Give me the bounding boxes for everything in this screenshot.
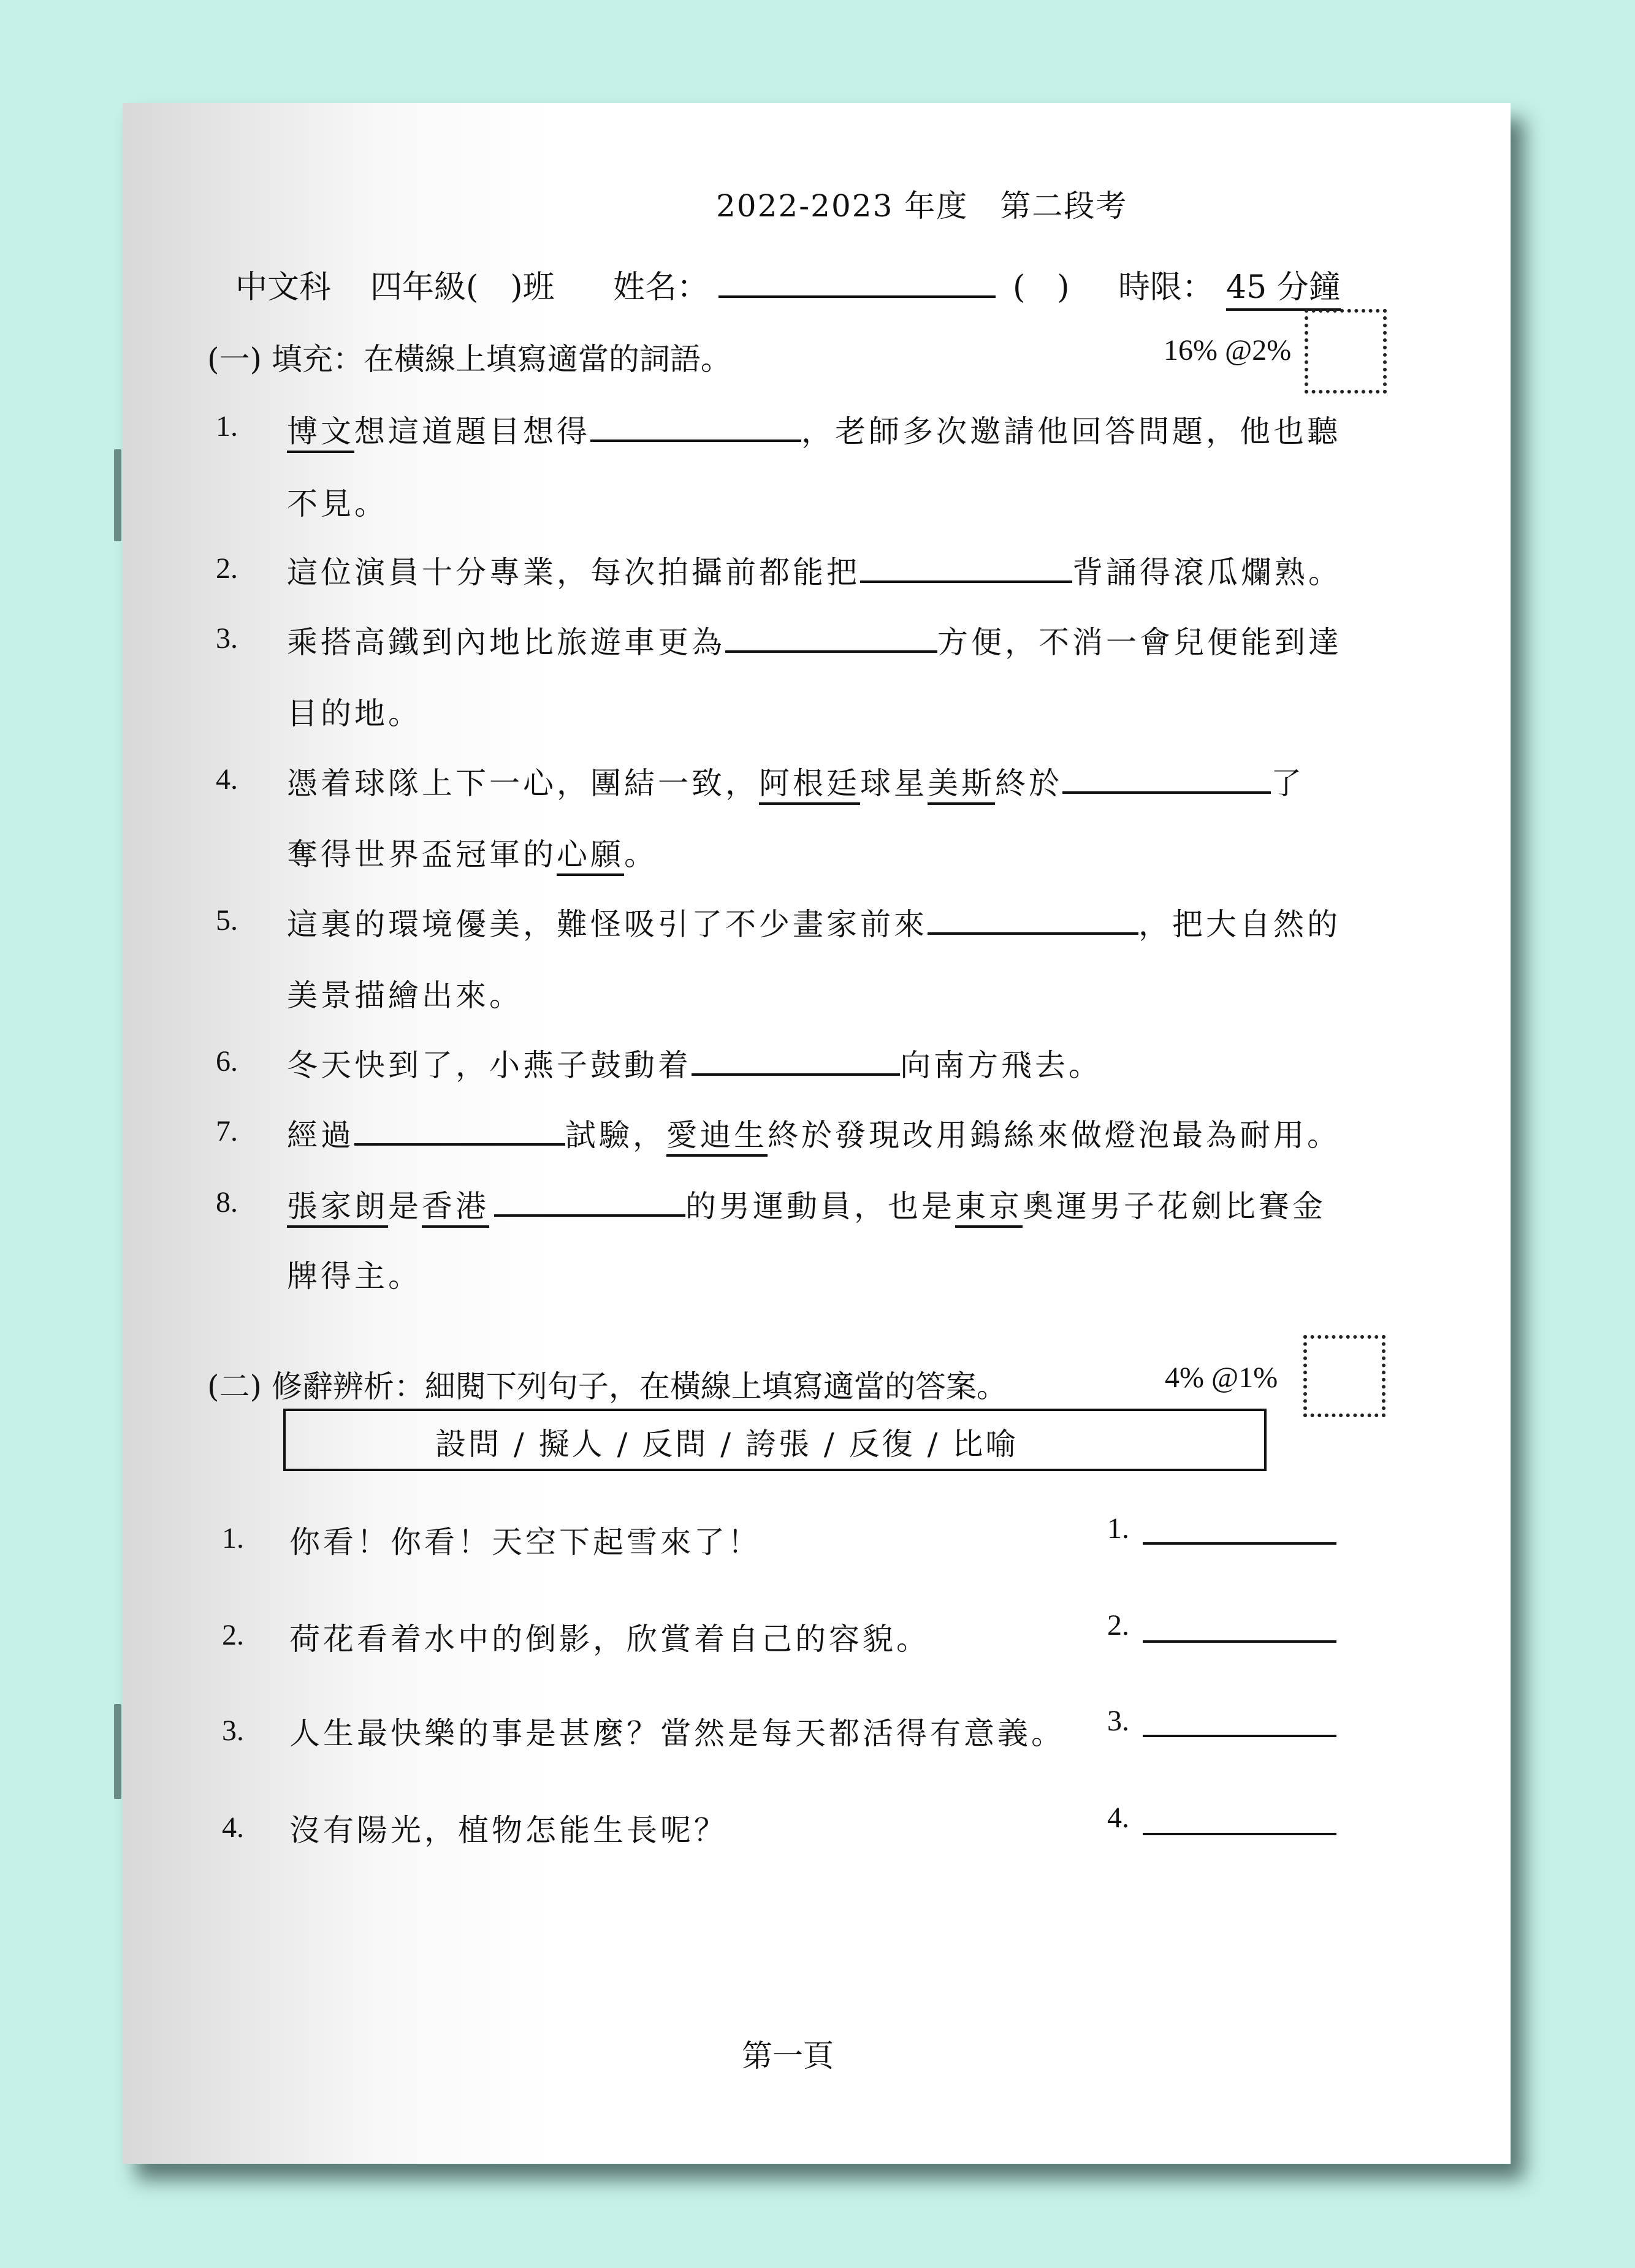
q1-underlined-name: 博文	[287, 414, 354, 453]
q5-number: 5.	[216, 904, 238, 937]
q5-line	[287, 900, 1341, 944]
q4-line	[287, 759, 1305, 803]
q1-number: 1.	[216, 410, 238, 443]
name-label: 姓名：	[613, 269, 709, 306]
section-1-heading: (一) 填充：在橫線上填寫適當的詞語。	[207, 341, 731, 377]
name-input-line[interactable]	[718, 295, 996, 298]
q2-line	[287, 548, 1342, 592]
q5-blank[interactable]	[928, 904, 1138, 935]
s2-q3-text: 人生最快樂的事是甚麼？當然是每天都活得有意義。	[289, 1716, 1065, 1751]
subject-label: 中文科	[235, 269, 332, 306]
q8-continuation: 牌得主。	[287, 1258, 422, 1294]
s2-q3-number: 3.	[222, 1714, 244, 1747]
q4-text-b: 球星	[860, 766, 928, 801]
option-personification: 擬人	[538, 1426, 605, 1462]
q8-underlined-name: 張家朗	[287, 1189, 388, 1228]
section-1-score-box[interactable]	[1305, 309, 1387, 394]
s2-q1-answer-label: 1.	[1107, 1512, 1129, 1545]
q4-text-c: 終於	[995, 766, 1062, 801]
q8-text-b: 的男運動員，也是	[685, 1189, 955, 1224]
option-counter-question: 反問	[642, 1426, 709, 1462]
s2-q4-text: 沒有陽光，植物怎能生長呢？	[289, 1813, 728, 1848]
option-separator: /	[513, 1426, 527, 1462]
student-number-field[interactable]: ( )	[1013, 269, 1070, 306]
s2-q3-answer-label: 3.	[1107, 1705, 1129, 1737]
option-rhetorical-question: 設問	[435, 1426, 501, 1462]
s2-q4-number: 4.	[222, 1811, 244, 1844]
q4-blank[interactable]	[1062, 763, 1271, 794]
section-1-score: 16% @2%	[1164, 334, 1292, 367]
q3-text-a: 乘搭高鐵到內地比旅遊車更為	[287, 625, 725, 660]
q3-continuation: 目的地。	[287, 696, 422, 731]
q6-text-b: 向南方飛去。	[900, 1048, 1102, 1083]
q4-continuation	[287, 830, 658, 874]
q8-blank[interactable]	[494, 1186, 685, 1217]
q3-line	[287, 618, 1342, 662]
q7-text-a: 經過	[287, 1117, 354, 1153]
q6-number: 6.	[216, 1045, 238, 1078]
q4-text-a: 憑着球隊上下一心，團結一致，	[287, 766, 759, 801]
section-2-score: 4% @1%	[1165, 1361, 1278, 1394]
q7-blank[interactable]	[354, 1115, 565, 1146]
q1-text-b: ，老師多次邀請他回答問題，他也聽	[801, 414, 1341, 449]
q4-underlined-country: 阿根廷	[759, 766, 860, 805]
q4-cont-text-a: 奪得世界盃冠軍的	[287, 837, 557, 872]
option-separator: /	[927, 1426, 940, 1462]
q5-text-a: 這裏的環境優美，難怪吸引了不少畫家前來	[287, 907, 928, 942]
q2-blank[interactable]	[860, 552, 1072, 583]
q2-text-a: 這位演員十分專業，每次拍攝前都能把	[287, 555, 860, 590]
s2-q2-answer-label: 2.	[1107, 1609, 1129, 1642]
s2-q2-text: 荷花看着水中的倒影，欣賞着自己的容貌。	[289, 1621, 930, 1657]
binder-clip-bottom	[114, 1704, 121, 1799]
q8-line	[287, 1182, 1326, 1226]
option-repetition: 反復	[848, 1426, 915, 1462]
option-exaggeration: 誇張	[745, 1426, 812, 1462]
q7-text-b: 試驗，	[565, 1117, 666, 1153]
s2-q2-answer-line[interactable]	[1143, 1640, 1336, 1643]
section-2-score-box[interactable]	[1303, 1335, 1385, 1417]
page-number: 第一頁	[742, 2038, 834, 2074]
q1-line	[287, 407, 1341, 451]
option-metaphor: 比喻	[952, 1426, 1019, 1462]
q5-text-b: ，把大自然的	[1138, 907, 1341, 942]
q6-text-a: 冬天快到了，小燕子鼓動着	[287, 1048, 692, 1083]
option-separator: /	[720, 1426, 734, 1462]
q3-number: 3.	[216, 622, 238, 655]
q8-text-a: 是	[388, 1189, 422, 1224]
s2-q1-answer-line[interactable]	[1143, 1542, 1336, 1545]
binder-clip-top	[114, 449, 121, 541]
q1-text-a: 想這道題目想得	[354, 414, 590, 449]
q4-text-d: 了	[1271, 766, 1305, 801]
q8-text-c: 奧運男子花劍比賽金	[1023, 1189, 1326, 1224]
grade-class-label: 四年級( )班	[370, 269, 555, 306]
q3-blank[interactable]	[725, 622, 937, 653]
exam-title: 2022-2023 年度 第二段考	[716, 188, 1128, 224]
q1-blank[interactable]	[590, 411, 801, 442]
q7-text-c: 終於發現改用鎢絲來做燈泡最為耐用。	[768, 1117, 1341, 1153]
q8-number: 8.	[216, 1186, 238, 1219]
q5-continuation: 美景描繪出來。	[287, 978, 523, 1013]
q4-underlined-name: 美斯	[928, 766, 995, 805]
q6-line	[287, 1041, 1102, 1085]
q7-number: 7.	[216, 1115, 238, 1147]
s2-q3-answer-line[interactable]	[1143, 1735, 1336, 1737]
option-separator: /	[823, 1426, 837, 1462]
q7-underlined-name: 愛迪生	[666, 1117, 768, 1157]
q6-blank[interactable]	[692, 1045, 900, 1076]
section-2-heading: (二) 修辭辨析：細閱下列句子，在橫線上填寫適當的答案。	[207, 1369, 1007, 1404]
q2-text-b: 背誦得滾瓜爛熟。	[1072, 555, 1342, 590]
option-separator: /	[617, 1426, 630, 1462]
q8-underlined-city: 東京	[955, 1189, 1023, 1228]
s2-q1-text: 你看！你看！天空下起雪來了！	[289, 1524, 761, 1560]
time-limit-value: 45 分鐘	[1226, 261, 1341, 311]
q7-line	[287, 1111, 1341, 1155]
q1-continuation: 不見。	[287, 486, 388, 522]
s2-q2-number: 2.	[222, 1619, 244, 1651]
q2-number: 2.	[216, 552, 238, 585]
rhetoric-options	[435, 1420, 1018, 1464]
q8-underlined-place: 香港	[422, 1189, 489, 1228]
q3-text-b: 方便，不消一會兒便能到達	[937, 625, 1342, 660]
q4-underlined-word: 心願	[557, 837, 624, 876]
q4-number: 4.	[216, 763, 238, 796]
q4-cont-text-b: 。	[624, 837, 658, 872]
time-limit-label: 時限：	[1118, 269, 1214, 306]
s2-q1-number: 1.	[222, 1522, 244, 1554]
exam-page	[123, 103, 1511, 2164]
s2-q4-answer-line[interactable]	[1143, 1833, 1336, 1835]
s2-q4-answer-label: 4.	[1107, 1802, 1129, 1834]
